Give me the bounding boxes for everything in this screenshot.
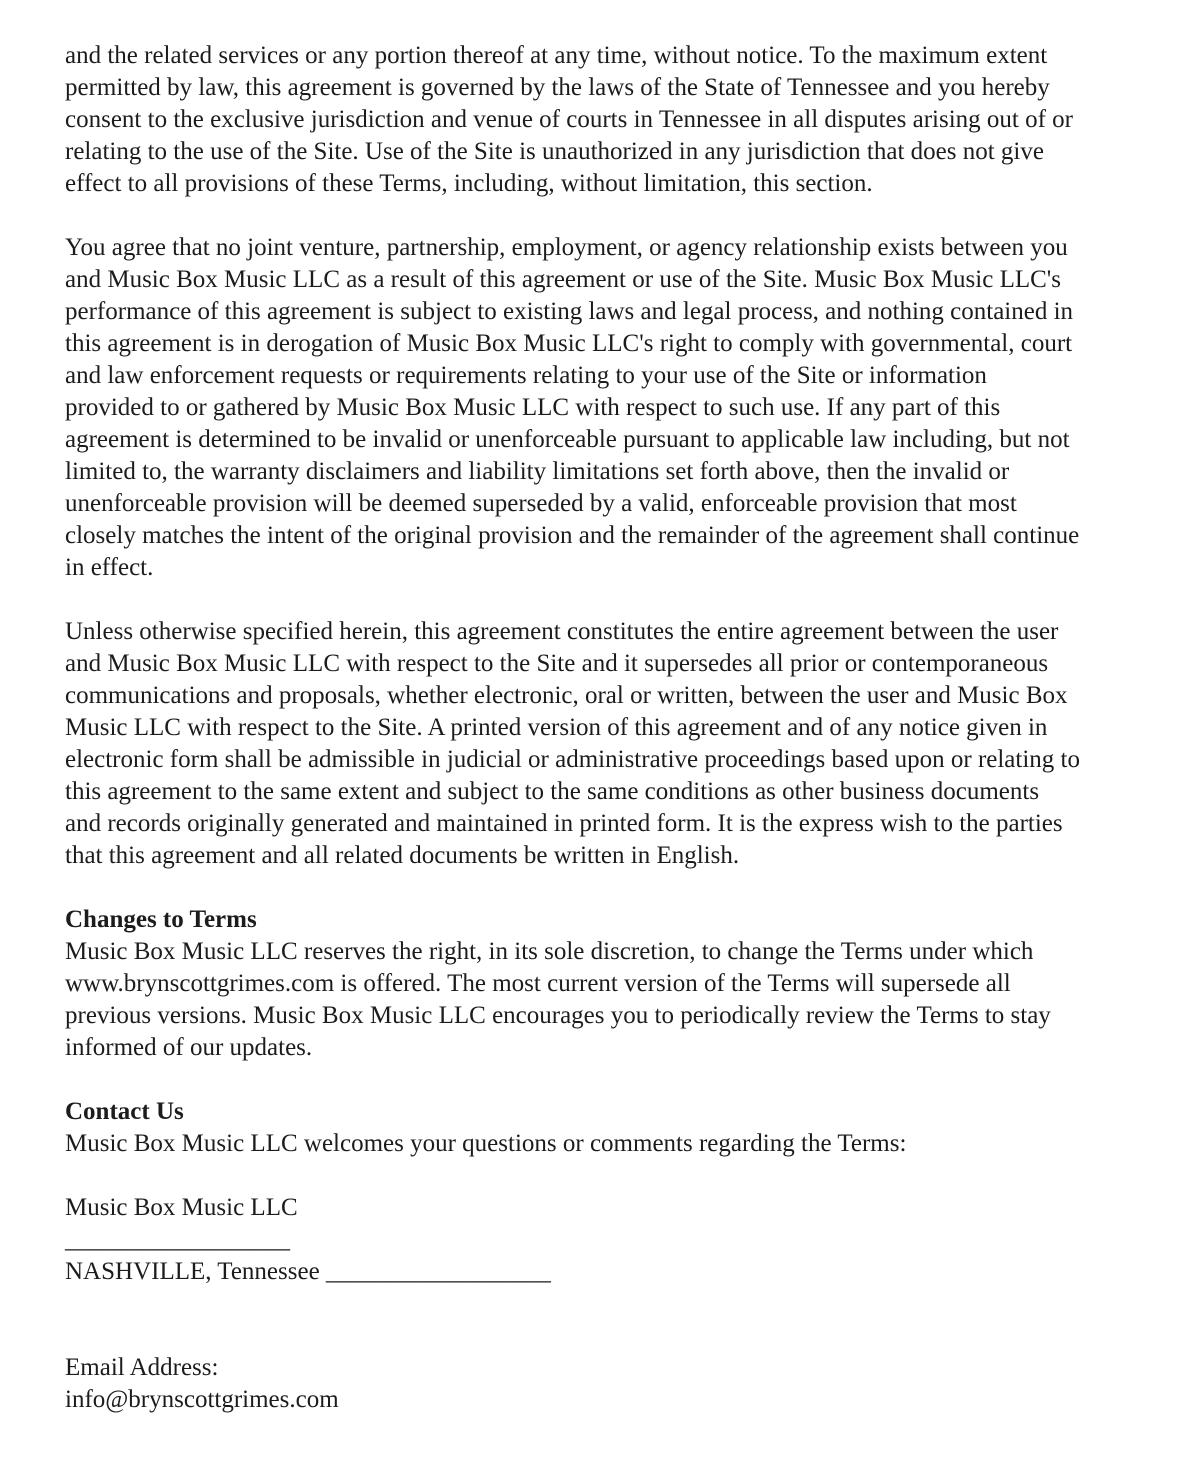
email-address-value: info@brynscottgrimes.com [65, 1386, 339, 1413]
address-street-blank: __________________ [65, 1226, 290, 1253]
paragraph-changes-to-terms: Music Box Music LLC reserves the right, in its sole discretion, to change the Terms under which www.brynscottgrimes.com is offered. The most current version of the Terms will supersede all previous versions. Music Box Music LLC encourages you to periodically review the Terms to stay informed of our updates. [65, 938, 1051, 1061]
heading-contact-us: Contact Us [65, 1098, 184, 1125]
document-content [65, 40, 1080, 1416]
email-address-label: Email Address: [65, 1354, 219, 1381]
address-company-name: Music Box Music LLC [65, 1194, 298, 1221]
paragraph-contact-intro: Music Box Music LLC welcomes your questions or comments regarding the Terms: [65, 1130, 907, 1157]
address-city-state: NASHVILLE, Tennessee __________________ [65, 1258, 551, 1285]
heading-changes-to-terms: Changes to Terms [65, 906, 257, 933]
paragraph-no-joint-venture-severability: You agree that no joint venture, partnership, employment, or agency relationship exists between you and Music Box Music LLC as a result of this agreement or use of the Site. Music Box Music LLC's performance of this agreement is subject to existing laws and legal process, and nothing contained in this agreement is in derogation of Music Box Music LLC's right to comply with governmental, court and law enforcement requests or requirements relating to your use of the Site or information provided to or gathered by Music Box Music LLC with respect to such use. If any part of this agreement is determined to be invalid or unenforceable pursuant to applicable law including, but not limited to, the warranty disclaimers and liability limitations set forth above, then the invalid or unenforceable provision will be deemed superseded by a valid, enforceable provision that most closely matches the intent of the original provision and the remainder of the agreement shall continue in effect. [65, 234, 1080, 581]
paragraph-entire-agreement: Unless otherwise specified herein, this agreement constitutes the entire agreement between the user and Music Box Music LLC with respect to the Site and it supersedes all prior or contemporaneous communications and proposals, whether electronic, oral or written, between the user and Music Box Music LLC with respect to the Site. A printed version of this agreement and of any notice given in electronic form shall be admissible in judicial or administrative proceedings based upon or relating to this agreement to the same extent and subject to the same conditions as other business documents and records originally generated and maintained in printed form. It is the express wish to the parties that this agreement and all related documents be written in English. [65, 618, 1080, 869]
paragraph-jurisdiction: and the related services or any portion thereof at any time, without notice. To the maximum extent permitted by law, this agreement is governed by the laws of the State of Tennessee and you hereby consent to the exclusive jurisdiction and venue of courts in Tennessee in all disputes arising out of or relating to the use of the Site. Use of the Site is unauthorized in any jurisdiction that does not give effect to all provisions of these Terms, including, without limitation, this section. [65, 42, 1073, 197]
